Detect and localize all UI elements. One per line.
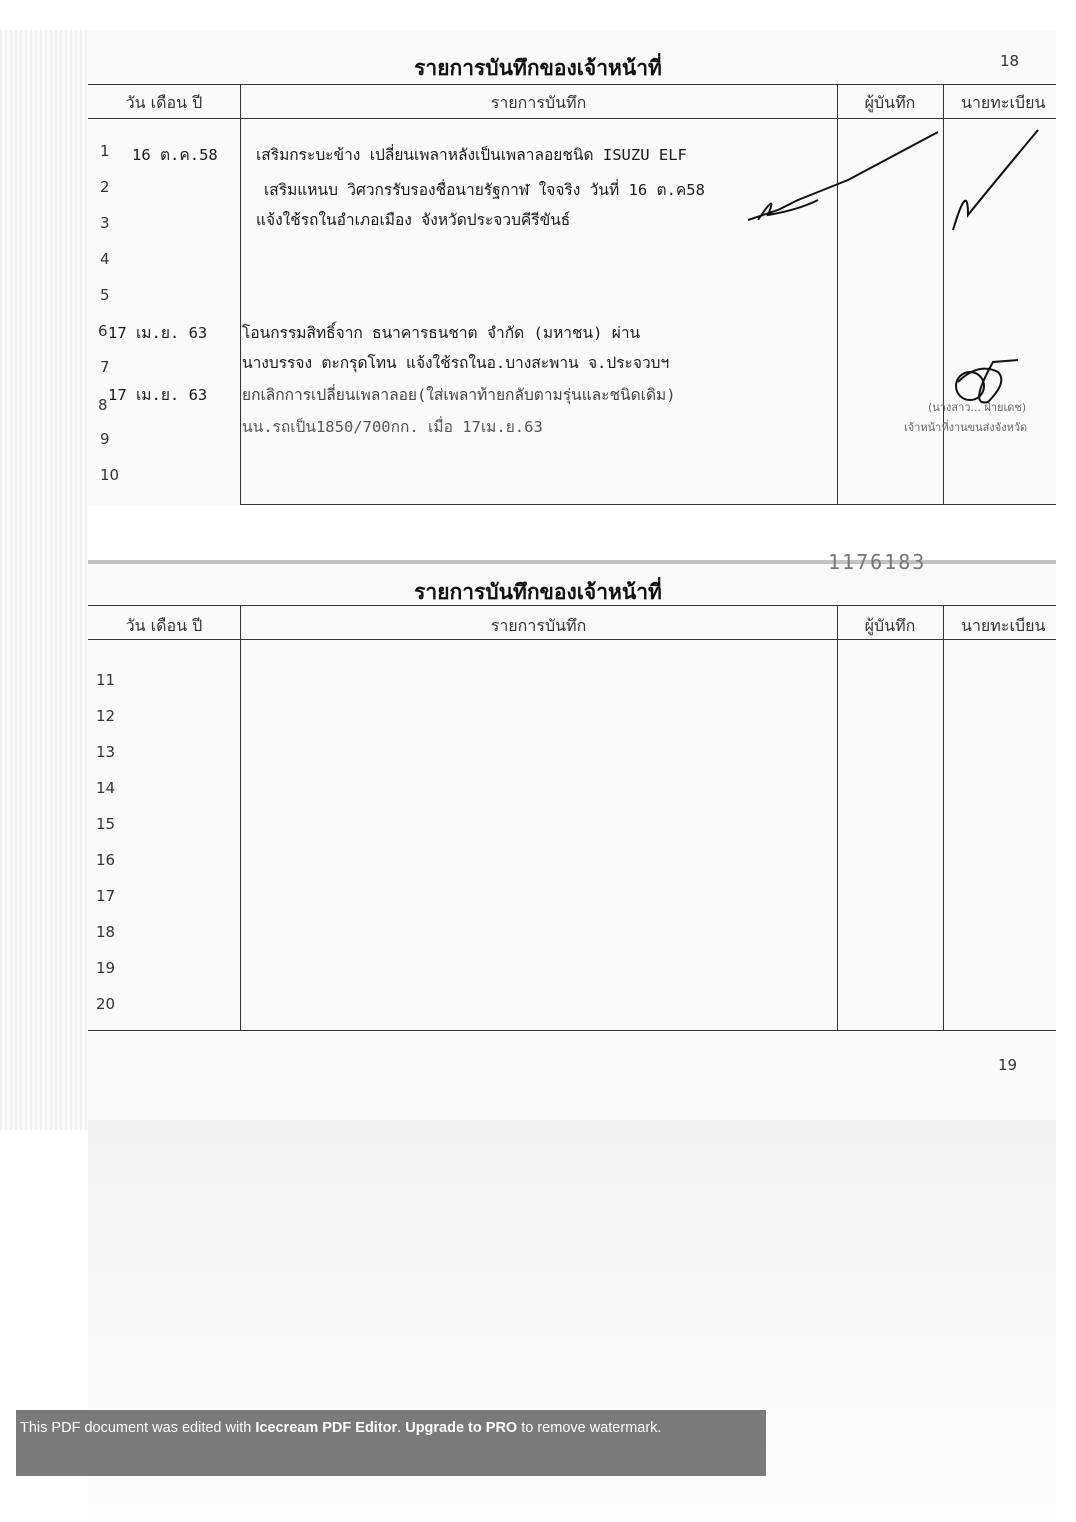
page-title-top: รายการบันทึกของเจ้าหน้าที่	[414, 56, 662, 80]
header-date: วัน เดือน ปี	[125, 616, 203, 635]
watermark-middle: .	[397, 1420, 406, 1436]
header-recorder: ผู้บันทึก	[864, 93, 916, 112]
entry-date: 17 เม.ย. 63	[108, 324, 208, 342]
row-number: 18	[96, 923, 116, 941]
page-number-top: 18	[1000, 52, 1020, 70]
header-recorder: ผู้บันทึก	[864, 616, 916, 635]
signature-recorder	[738, 120, 1058, 240]
row-number: 2	[100, 178, 110, 196]
entry-line: เสริมแหนบ วิศวกรรับรองชื่อนายรัฐกาฬ ใจจริง วันที่ 16 ต.ค58	[264, 181, 705, 199]
entry-line: เสริมกระบะข้าง เปลี่ยนเพลาหลังเป็นเพลาลอยชนิด ISUZU ELF	[256, 146, 687, 164]
entry-line: แจ้งใช้รถในอำเภอเมือง จังหวัดประจวบคีรีขันธ์	[256, 211, 571, 229]
header-record: รายการบันทึก	[490, 93, 587, 112]
stamp-name: (นางสาว... ฝ่ายเดช)	[928, 401, 1027, 414]
header-record: รายการบันทึก	[490, 616, 587, 635]
row-number: 4	[100, 250, 110, 268]
row-number: 15	[96, 815, 116, 833]
watermark-suffix: to remove watermark.	[517, 1420, 662, 1436]
entry-line: นน.รถเป็น1850/700กก. เมื่อ 17เม.ย.63	[242, 418, 543, 436]
header-registrar: นายทะเบียน	[961, 616, 1046, 635]
row-number: 3	[100, 214, 110, 232]
page-title-bottom: รายการบันทึกของเจ้าหน้าที่	[414, 580, 662, 604]
entry-date: 16 ต.ค.58	[132, 146, 218, 164]
entry-line: ยกเลิกการเปลี่ยนเพลาลอย(ใส่เพลาท้ายกลับตามรุ่นและชนิดเดิม)	[242, 386, 676, 404]
serial-number: 1176183	[828, 550, 927, 574]
row-number: 16	[96, 851, 116, 869]
row-number: 10	[100, 466, 120, 484]
header-registrar: นายทะเบียน	[961, 93, 1046, 112]
row-number: 13	[96, 743, 116, 761]
row-number: 17	[96, 887, 116, 905]
watermark-upgrade-link[interactable]: Upgrade to PRO	[405, 1420, 518, 1436]
row-number: 20	[96, 995, 116, 1013]
watermark-brand: Icecream PDF Editor	[255, 1420, 398, 1436]
header-date: วัน เดือน ปี	[125, 93, 203, 112]
entry-date: 17 เม.ย. 63	[108, 386, 208, 404]
row-number: 1	[100, 142, 110, 160]
row-number: 8	[98, 396, 108, 414]
record-table-top	[88, 84, 1056, 504]
row-number: 7	[100, 358, 110, 376]
row-number: 5	[100, 286, 110, 304]
entry-line: นางบรรจง ตะกรุดโทน แจ้งใช้รถในอ.บางสะพาน จ.ประจวบฯ	[242, 354, 670, 372]
row-number: 11	[96, 671, 116, 689]
entry-line: โอนกรรมสิทธิ์จาก ธนาคารธนชาต จำกัด (มหาชน) ผ่าน	[242, 324, 641, 342]
row-number: 6	[98, 322, 108, 340]
row-number: 14	[96, 779, 116, 797]
row-number: 9	[100, 430, 110, 448]
row-number: 12	[96, 707, 116, 725]
page-number-bottom: 19	[998, 1056, 1018, 1074]
stamp-title: เจ้าหน้าที่งานขนส่งจังหวัด	[904, 421, 1028, 434]
record-table-bottom	[88, 605, 1056, 1031]
row-number: 19	[96, 959, 116, 977]
watermark-prefix: This PDF document was edited with	[20, 1420, 256, 1436]
watermark-banner	[16, 1410, 766, 1476]
